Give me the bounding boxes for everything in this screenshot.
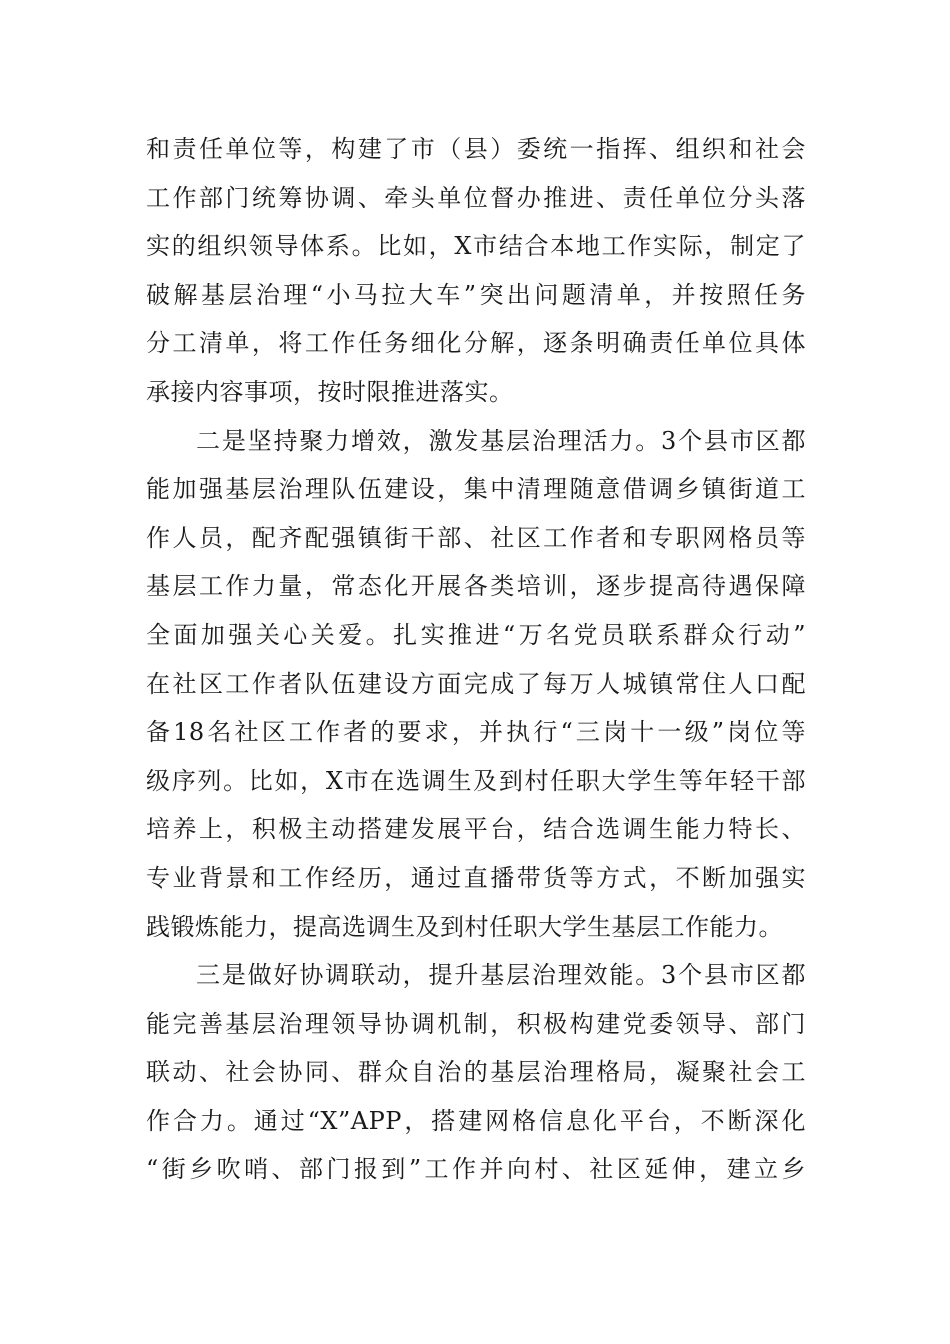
text-line: 践锻炼能力，提高选调生及到村任职大学生基层工作能力。 <box>146 912 783 941</box>
text-line: 工作部门统筹协调、牵头单位督办推进、责任单位分头落 <box>146 183 806 212</box>
text-line: 专业背景和工作经历，通过直播带货等方式，不断加强实 <box>146 863 806 892</box>
text-line: 和责任单位等，构建了市（县）委统一指挥、组织和社会 <box>146 135 806 163</box>
text-line: “街乡吹哨、部门报到”工作并向村、社区延伸，建立乡 <box>146 1155 806 1184</box>
text-line: 在社区工作者队伍建设方面完成了每万人城镇常住人口配 <box>146 669 806 698</box>
text-line: 能加强基层治理队伍建设，集中清理随意借调乡镇街道工 <box>146 475 806 504</box>
text-line: 分工清单，将工作任务细化分解，逐条明确责任单位具体 <box>146 329 806 358</box>
text-line: 联动、社会协同、群众自治的基层治理格局，凝聚社会工 <box>146 1058 806 1087</box>
text-line: 能完善基层治理领导协调机制，积极构建党委领导、部门 <box>146 1009 806 1038</box>
text-line: 备18名社区工作者的要求，并执行“三岗十一级”岗位等 <box>146 718 806 747</box>
paragraph-start-line: 三是做好协调联动，提升基层治理效能。3个县市区都 <box>196 961 806 990</box>
text-line: 全面加强关心关爱。扎实推进“万名党员联系群众行动” <box>146 620 806 649</box>
text-line: 级序列。比如，X市在选调生及到村任职大学生等年轻干部 <box>146 766 806 795</box>
text-line: 破解基层治理“小马拉大车”突出问题清单，并按照任务 <box>146 280 806 309</box>
text-line: 作人员，配齐配强镇街干部、社区工作者和专职网格员等 <box>146 523 806 552</box>
paragraph-start-line: 二是坚持聚力增效，激发基层治理活力。3个县市区都 <box>196 426 806 455</box>
document-body <box>146 125 806 1194</box>
text-line: 作合力。通过“X”APP，搭建网格信息化平台，不断深化 <box>146 1106 806 1135</box>
text-line: 承接内容事项，按时限推进落实。 <box>146 377 514 406</box>
text-line: 实的组织领导体系。比如，X市结合本地工作实际，制定了 <box>146 232 806 261</box>
text-line: 基层工作力量，常态化开展各类培训，逐步提高待遇保障 <box>146 572 806 601</box>
text-line: 培养上，积极主动搭建发展平台，结合选调生能力特长、 <box>146 815 806 844</box>
